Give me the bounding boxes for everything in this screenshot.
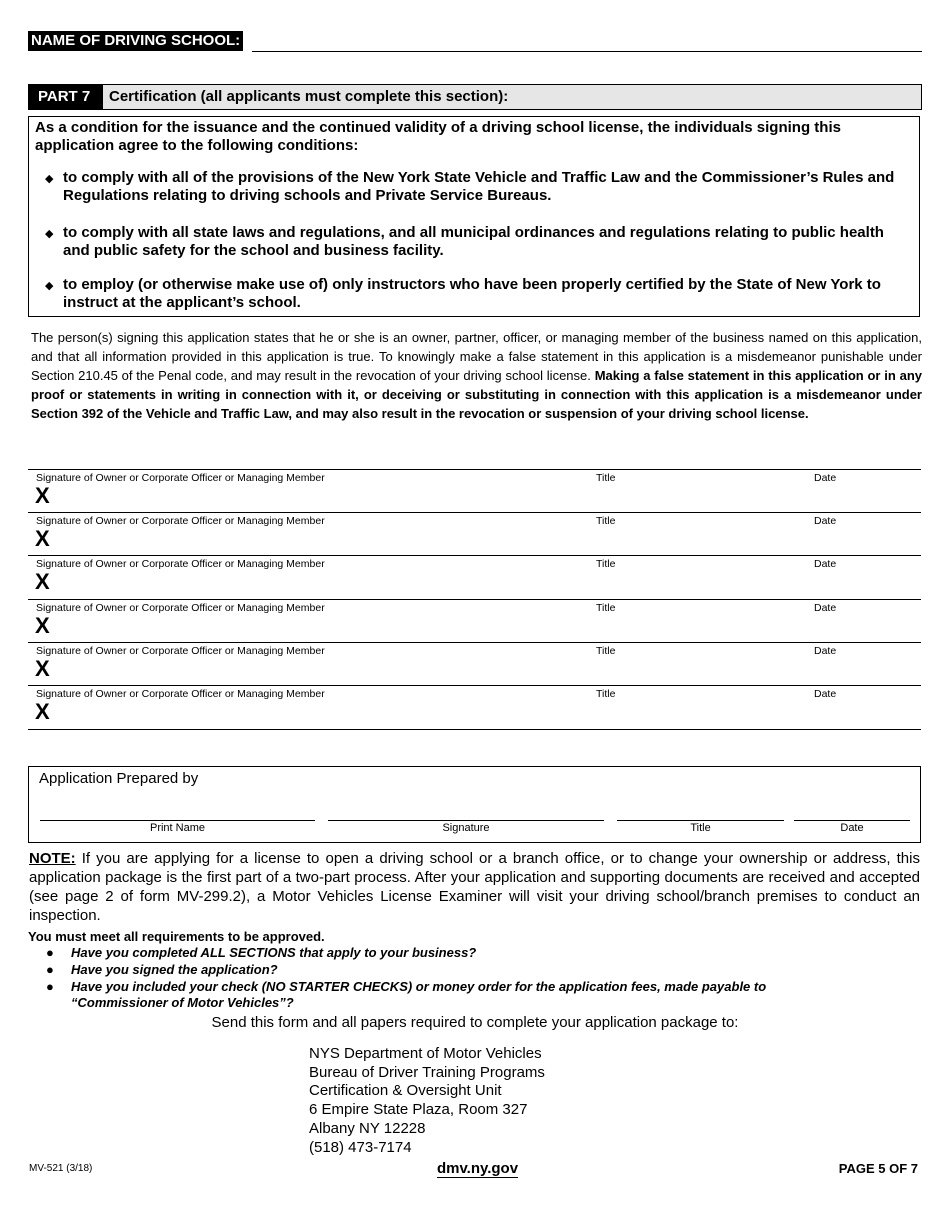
sign-here-mark: X [35,526,50,551]
sign-here-mark: X [35,699,50,724]
address-line: 6 Empire State Plaza, Room 327 [309,1101,528,1119]
signature-label: Signature of Owner or Corporate Officer or Managing Member [36,558,325,570]
title-label: Title [596,472,616,484]
diamond-bullet-icon: ◆ [45,280,54,292]
bullet-icon: ● [46,962,54,977]
part-title: Certification (all applicants must complete this section): [109,88,509,105]
date-field[interactable]: Date [794,820,910,834]
divider [28,729,921,731]
conditions-intro: As a condition for the issuance and the continued validity of a driving school license, the individuals signing this application agree to the following conditions: [35,119,841,154]
certification-statement [31,328,922,423]
condition-item: ◆ to employ (or otherwise make use of) only instructors who have been properly certified by the State of New York to instruct at the applicant’s school. [45,276,881,311]
signature-label: Signature of Owner or Corporate Officer or Managing Member [36,688,325,700]
date-label: Date [814,558,837,570]
signature-row[interactable] [28,685,921,729]
send-instructions: Send this form and all papers required to complete your application package to: [211,1014,739,1031]
signature-label: Signature of Owner or Corporate Officer or Managing Member [36,602,325,614]
note-label: NOTE: [29,850,76,867]
signature-label: Signature of Owner or Corporate Officer or Managing Member [36,645,325,657]
signature-label: Signature of Owner or Corporate Officer or Managing Member [36,515,325,527]
address-line: Albany NY 12228 [309,1119,426,1137]
note-paragraph [29,849,920,925]
prepared-by-title: Application Prepared by [39,770,199,787]
statement-bold: Making a false statement in this application or in any proof or statements in writing in connection with it, or deceiving or substituting in connection with this application is a misdemeanor under Section 392 of the Vehicle and Traffic Law, and may also result in the revocation or suspension of your driving school license. [31,368,923,421]
title-label: Title [596,515,616,527]
requirements-heading: You must meet all requirements to be approved. [28,929,325,944]
website-footer [0,1160,950,1177]
date-label: Date [814,472,837,484]
date-label: Date [814,688,837,700]
title-label: Title [596,558,616,570]
signature-row[interactable] [28,469,921,513]
print-name-field[interactable]: Print Name [40,820,315,834]
sign-here-mark: X [35,569,50,594]
mailing-address [309,1045,545,1157]
date-label: Date [814,515,837,527]
date-label: Date [814,602,837,614]
address-line: (518) 473-7174 [309,1138,412,1156]
signature-row[interactable] [28,555,921,599]
signature-label: Signature of Owner or Corporate Officer or Managing Member [36,472,325,484]
condition-item: ◆ to comply with all of the provisions of the New York State Vehicle and Traffic Law and the Commissioner’s Rules and Regulations relating to driving schools and Private Service Bureaus. [45,169,895,204]
bullet-icon: ● [46,979,54,994]
address-line: NYS Department of Motor Vehicles [309,1045,542,1062]
sign-here-mark: X [35,483,50,508]
requirement-item: ● Have you signed the application? [46,962,278,977]
sign-here-mark: X [35,656,50,681]
signature-row[interactable] [28,599,921,643]
date-label: Date [814,645,837,657]
diamond-bullet-icon: ◆ [45,173,54,185]
conditions-box [28,116,920,317]
title-label: Title [596,645,616,657]
requirement-item: ● Have you included your check (NO STARTER CHECKS) or money order for the application fees, made payable to “Commissioner of Motor Vehicles”? [46,979,767,1010]
note-text: If you are applying for a license to open a driving school or a branch office, or to change your ownership or address, this application package is the first part of a two-part process. After your application and supporting documents are received and accepted (see page 2 of form MV-299.2), a Motor Vehicles License Examiner will visit your driving school/branch premises to conduct an inspection. [29,850,920,924]
signature-row[interactable] [28,512,921,556]
form-code: MV-521 (3/18) [29,1163,93,1174]
title-field[interactable]: Title [617,820,784,834]
signature-field[interactable]: Signature [328,820,604,834]
diamond-bullet-icon: ◆ [45,228,54,240]
title-label: Title [596,688,616,700]
statement-plain: The person(s) signing this application states that he or she is an owner, partner, officer, or managing member of the business named on this application, and that all information provided in this application is true. To knowingly make a false statement in this application is a misdemeanor punishable under Section 210.45 of the Penal code, and may result in the revocation of your driving school license. [31,330,922,383]
part-header [28,84,922,110]
prepared-by-box [28,766,921,843]
address-line: Bureau of Driver Training Programs [309,1063,545,1081]
sign-here-mark: X [35,613,50,638]
page-number: PAGE 5 OF 7 [838,1161,918,1176]
condition-item: ◆ to comply with all state laws and regulations, and all municipal ordinances and regulations relating to public health and public safety for the school and business facility. [45,224,884,259]
school-name-label: NAME OF DRIVING SCHOOL: [28,31,243,51]
requirement-item: ● Have you completed ALL SECTIONS that apply to your business? [46,945,477,960]
bullet-icon: ● [46,945,54,960]
school-name-field[interactable] [252,50,922,52]
signature-row[interactable] [28,642,921,686]
part-tag: PART 7 [28,84,103,110]
address-line: Certification & Oversight Unit [309,1082,502,1100]
title-label: Title [596,602,616,614]
website-link[interactable]: dmv.ny.gov [436,1160,519,1177]
